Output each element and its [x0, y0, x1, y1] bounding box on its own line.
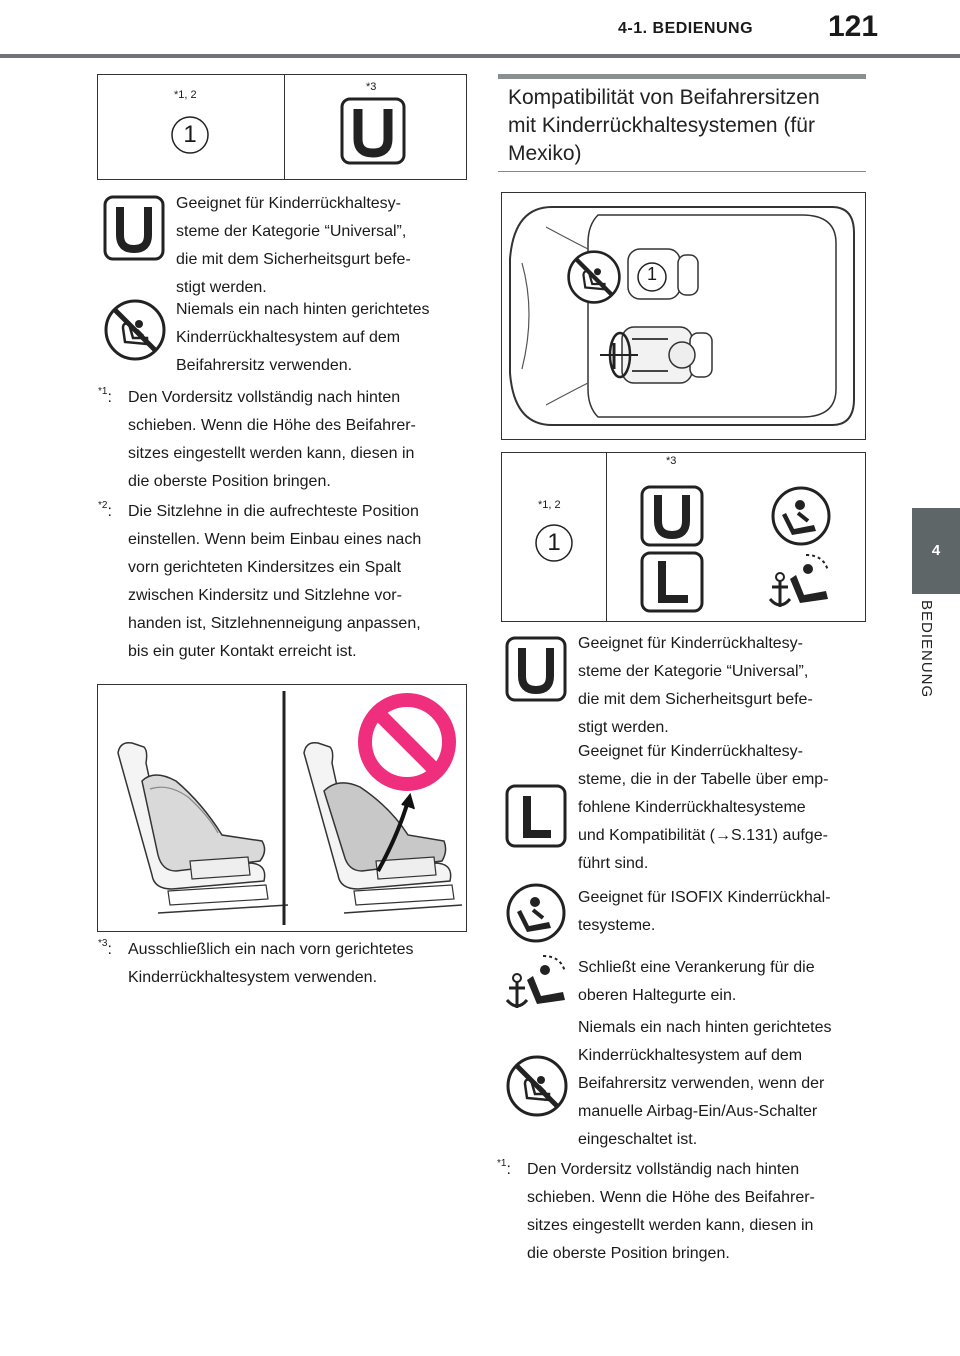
- left-table-note-1: *1, 2: [174, 89, 197, 101]
- no-rear-facing-icon: [566, 249, 622, 305]
- right-seat-1-label: 1: [547, 529, 561, 556]
- universal-icon: [103, 195, 165, 261]
- legend-no-rear-facing-text-right: Niemals ein nach hinten gerichtetes Kinderrückhaltesystem auf dem Beifahrersitz verwenden, wenn der manuelle Airbag-Ein/Aus-Schalter eingeschaltet ist.: [578, 1019, 832, 1148]
- isofix-icon: [505, 882, 567, 944]
- top-tether-icon: [503, 952, 573, 1014]
- L-icon: [640, 551, 704, 613]
- page-number: 121: [828, 10, 879, 43]
- left-table-note-3: *3: [366, 81, 377, 93]
- car-seat-1-label: 1: [646, 264, 657, 284]
- chapter-number: 4: [931, 542, 941, 559]
- header-rule: [0, 54, 960, 58]
- section-heading: [498, 74, 866, 172]
- legend-universal-text-right: Geeignet für Kinderrückhaltesy- steme der Kategorie “Universal”, die mit dem Sicherheitsgurt befe- stigt werden.: [578, 635, 813, 736]
- no-rear-facing-icon: [505, 1054, 569, 1118]
- chapter-label: BEDIENUNG: [918, 600, 935, 699]
- right-table-note-3: *3: [666, 455, 677, 467]
- universal-icon: [640, 485, 704, 547]
- legend-no-rear-facing-text: Niemals ein nach hinten gerichtetes Kinderrückhaltesystem auf dem Beifahrersitz verwenden.: [176, 301, 430, 374]
- legend-L-text: Geeignet für Kinderrückhaltesy- steme, die in der Tabelle über emp- fohlene Kinderrückhaltesysteme und Kompatibilität (→S.131) aufge- führt sind.: [578, 743, 829, 872]
- car-seat-diagram: [501, 192, 866, 440]
- seat-illustration: [97, 684, 467, 932]
- right-table: [501, 452, 866, 622]
- legend-top-tether-text: Schließt eine Verankerung für die oberen Haltegurte ein.: [578, 959, 815, 1004]
- section-title: Kompatibilität von Beifahrersitzen mit Kinderrückhaltesystemen (für Mexiko): [508, 86, 820, 165]
- seat-1-label: 1: [183, 121, 197, 148]
- left-table: [97, 74, 467, 180]
- legend-universal-text: Geeignet für Kinderrückhaltesy- steme der Kategorie “Universal”, die mit dem Sicherheitsgurt befe- stigt werden.: [176, 195, 411, 296]
- chapter-tab[interactable]: [912, 508, 960, 594]
- prohibited-icon: [356, 691, 458, 793]
- no-rear-facing-icon: [103, 298, 167, 362]
- isofix-icon: [770, 485, 832, 547]
- L-icon: [505, 784, 567, 848]
- universal-icon: [340, 97, 406, 165]
- right-table-note-1: *1, 2: [538, 499, 561, 511]
- legend-isofix-text: Geeignet für ISOFIX Kinderrückhal- tesysteme.: [578, 889, 831, 934]
- top-tether-icon: [766, 551, 836, 613]
- section-header: 4-1. BEDIENUNG: [618, 20, 754, 37]
- universal-icon: [505, 636, 567, 702]
